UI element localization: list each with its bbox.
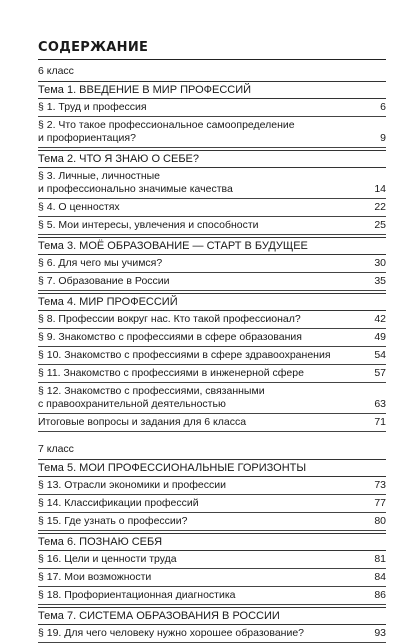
toc-heading: СОДЕРЖАНИЕ: [38, 40, 386, 60]
toc-entry[interactable]: [38, 587, 386, 605]
entry-title-line: § 6. Для чего мы учимся?: [38, 257, 163, 269]
page-number: 84: [374, 571, 386, 583]
theme-title: Тема 2. ЧТО Я ЗНАЮ О СЕБЕ?: [38, 150, 386, 168]
entry-title-line: § 16. Цели и ценности труда: [38, 553, 177, 565]
page-number: 9: [380, 132, 386, 144]
toc-entry[interactable]: [38, 117, 386, 148]
toc-entry[interactable]: [38, 311, 386, 329]
entry-title-line: § 7. Образование в России: [38, 275, 170, 287]
entry-title-line: § 19. Для чего человеку нужно хорошее образование?: [38, 627, 305, 639]
toc-entry[interactable]: [38, 625, 386, 643]
entry-title-line: с правоохранительной деятельностью: [38, 398, 226, 410]
entry-title-line: § 13. Отрасли экономики и профессии: [38, 479, 226, 491]
entry-title-line: § 2. Что такое профессиональное самоопределение: [38, 119, 295, 131]
toc-entry[interactable]: [38, 477, 386, 495]
entry-title-line: § 11. Знакомство с профессиями в инженерной сфере: [38, 367, 304, 379]
toc-entry[interactable]: [38, 199, 386, 217]
page-number: 42: [374, 313, 386, 325]
entry-title-line: Итоговые вопросы и задания для 6 класса: [38, 416, 247, 428]
page-number: 14: [374, 183, 386, 195]
theme-title: Тема 5. МОИ ПРОФЕССИОНАЛЬНЫЕ ГОРИЗОНТЫ: [38, 459, 386, 477]
entry-title-line: § 10. Знакомство с профессиями в сфере здравоохранения: [38, 349, 331, 361]
toc-entry[interactable]: [38, 217, 386, 235]
theme-title: Тема 4. МИР ПРОФЕССИЙ: [38, 293, 386, 311]
page-number: 73: [374, 479, 386, 491]
toc-entry[interactable]: [38, 551, 386, 569]
toc-entry[interactable]: [38, 99, 386, 117]
entry-title-line: § 3. Личные, личностные: [38, 170, 161, 182]
page-number: 71: [374, 416, 386, 428]
page-number: 57: [374, 367, 386, 379]
page-number: 93: [374, 627, 386, 639]
page-number: 6: [380, 101, 386, 113]
toc-entry[interactable]: [38, 569, 386, 587]
page-number: 63: [374, 398, 386, 410]
grade-label: 6 класс: [38, 65, 74, 77]
toc-entry[interactable]: [38, 383, 386, 414]
theme-title: Тема 1. ВВЕДЕНИЕ В МИР ПРОФЕССИЙ: [38, 81, 386, 99]
entry-title-line: § 8. Профессии вокруг нас. Кто такой профессионал?: [38, 313, 301, 325]
page-number: 35: [374, 275, 386, 287]
entry-title-line: § 4. О ценностях: [38, 201, 120, 213]
entry-title-line: § 14. Классификации профессий: [38, 497, 199, 509]
toc-entry[interactable]: [38, 273, 386, 291]
toc-body: [38, 64, 386, 643]
entry-title-line: § 17. Мои возможности: [38, 571, 152, 583]
entry-title-line: § 15. Где узнать о профессии?: [38, 515, 188, 527]
toc-entry[interactable]: [38, 414, 386, 432]
entry-title-line: и профориентация?: [38, 132, 136, 144]
theme-title: Тема 6. ПОЗНАЮ СЕБЯ: [38, 533, 386, 551]
entry-title-line: § 9. Знакомство с профессиями в сфере образования: [38, 331, 302, 343]
table-of-contents: [38, 40, 386, 643]
toc-entry[interactable]: [38, 168, 386, 199]
page-number: 81: [374, 553, 386, 565]
toc-entry[interactable]: [38, 513, 386, 531]
toc-entry[interactable]: [38, 255, 386, 273]
page-number: 30: [374, 257, 386, 269]
entry-title-line: § 18. Профориентационная диагностика: [38, 589, 236, 601]
theme-title: Тема 7. СИСТЕМА ОБРАЗОВАНИЯ В РОССИИ: [38, 607, 386, 625]
toc-entry[interactable]: [38, 365, 386, 383]
entry-title-line: § 1. Труд и профессия: [38, 101, 147, 113]
page-number: 22: [374, 201, 386, 213]
entry-title-line: § 12. Знакомство с профессиями, связанными: [38, 385, 265, 397]
theme-title: Тема 3. МОЁ ОБРАЗОВАНИЕ — СТАРТ В БУДУЩЕЕ: [38, 237, 386, 255]
page-number: 77: [374, 497, 386, 509]
page-number: 54: [374, 349, 386, 361]
toc-entry[interactable]: [38, 495, 386, 513]
page-number: 25: [374, 219, 386, 231]
grade-label: 7 класс: [38, 443, 74, 455]
page-number: 49: [374, 331, 386, 343]
entry-title-line: § 5. Мои интересы, увлечения и способности: [38, 219, 259, 231]
entry-title-line: и профессионально значимые качества: [38, 183, 233, 195]
toc-entry[interactable]: [38, 329, 386, 347]
page-number: 86: [374, 589, 386, 601]
toc-entry[interactable]: [38, 347, 386, 365]
page-number: 80: [374, 515, 386, 527]
